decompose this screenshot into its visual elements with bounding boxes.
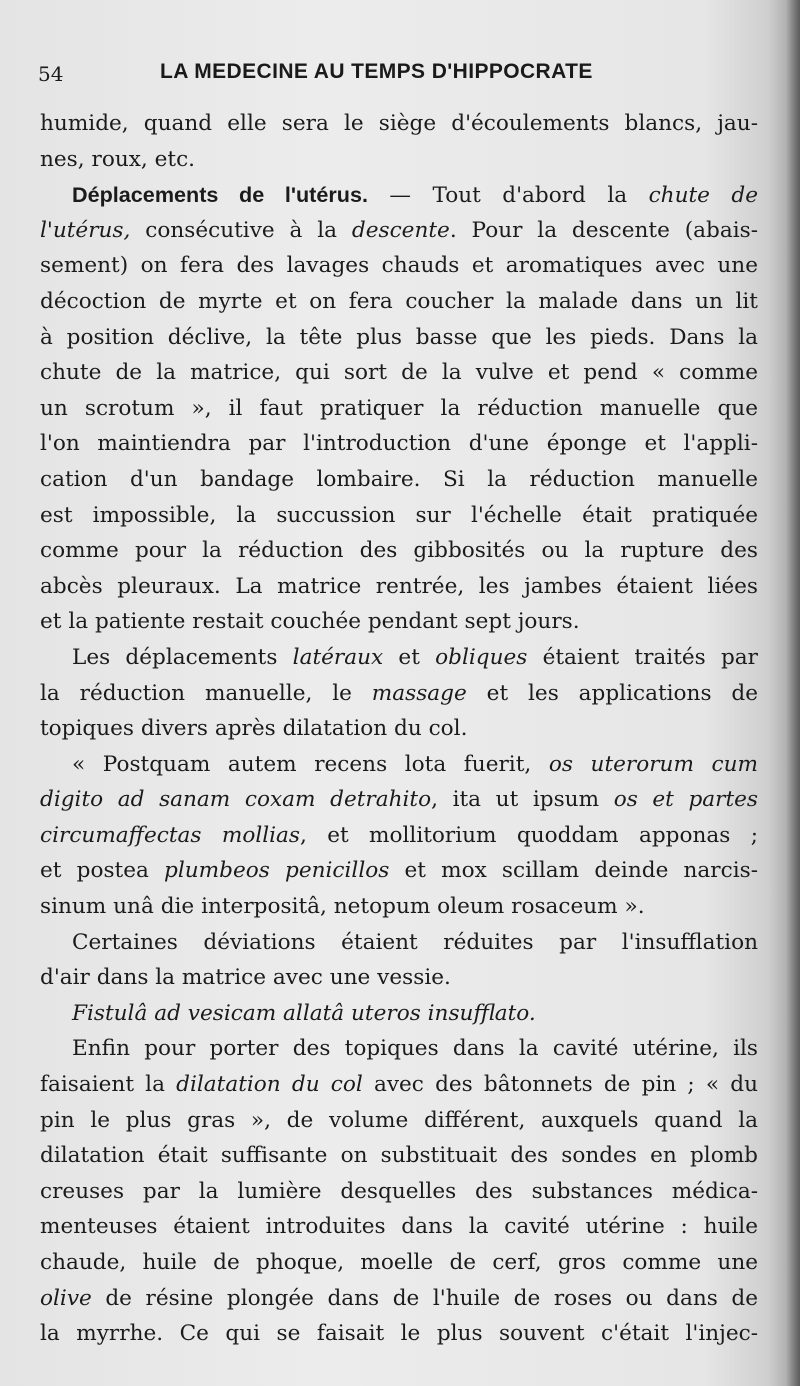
latin-quote-line: circumaffectas mollias, et mollitorium quoddam apponas ; (40, 822, 758, 848)
text-line: menteuses étaient introduites dans la cavité utérine : huile (40, 1214, 758, 1240)
text-line: l'utérus, consécutive à la descente. Pour la descente (abais- (40, 217, 758, 243)
text-line: sement) on fera des lavages chauds et aromatiques avec une (40, 253, 758, 279)
body-text (40, 106, 758, 1352)
text-line: creuses par la lumière desquelles des substances médica- (40, 1178, 758, 1204)
text-line: pin le plus gras », de volume différent, auxquels quand la (40, 1107, 758, 1133)
text-line: un scrotum », il faut pratiquer la réduction manuelle que (40, 395, 758, 421)
text-line: topiques divers après dilatation du col. (40, 716, 468, 742)
text-line: dilatation était suffisante on substituait des sondes en plomb (40, 1143, 758, 1169)
latin-quote-line: sinum unâ die interpositâ, netopum oleum rosaceum ». (40, 894, 645, 920)
latin-quote-line: « Postquam autem recens lota fuerit, os uterorum cum (72, 751, 758, 777)
text-line: décoction de myrte et on fera coucher la malade dans un lit (40, 288, 758, 314)
section-heading: Déplacements de l'utérus. (72, 182, 368, 208)
text-line: l'on maintiendra par l'introduction d'une éponge et l'appli- (40, 431, 758, 457)
text-line: chute de la matrice, qui sort de la vulve et pend « comme (40, 360, 758, 386)
text-line: d'air dans la matrice avec une vessie. (40, 965, 451, 991)
latin-quote-line: et postea plumbeos penicillos et mox scillam deinde narcis- (40, 858, 758, 884)
page-number: 54 (38, 62, 64, 86)
text-line: cation d'un bandage lombaire. Si la réduction manuelle (40, 466, 758, 492)
page-header (38, 60, 758, 90)
text-line: comme pour la réduction des gibbosités ou la rupture des (40, 538, 758, 564)
text-line: olive de résine plongée dans de l'huile de roses ou dans de (40, 1285, 758, 1311)
text-line: est impossible, la succussion sur l'échelle était pratiquée (40, 502, 758, 528)
text-line: Enfin pour porter des topiques dans la cavité utérine, ils (72, 1036, 758, 1062)
text-line: et la patiente restait couchée pendant sept jours. (40, 609, 580, 635)
running-title: LA MEDECINE AU TEMPS D'HIPPOCRATE (160, 60, 593, 83)
text-line: nes, roux, etc. (40, 146, 196, 172)
text-line: faisaient la dilatation du col avec des bâtonnets de pin ; « du (40, 1072, 758, 1098)
text-line: la réduction manuelle, le massage et les applications de (40, 680, 758, 706)
text-line: Certaines déviations étaient réduites par l'insufflation (72, 929, 758, 955)
section-heading-line: Déplacements de l'utérus. — Tout d'abord la chute de (72, 182, 758, 209)
text-line: abcès pleuraux. La matrice rentrée, les jambes étaient liées (40, 573, 758, 599)
latin-quote-line: digito ad sanam coxam detrahito, ita ut ipsum os et partes (40, 787, 759, 813)
text-line: la myrrhe. Ce qui se faisait le plus souvent c'était l'injec- (40, 1321, 758, 1347)
text-line: humide, quand elle sera le siège d'écoulements blancs, jau- (40, 111, 758, 136)
text-line: Les déplacements latéraux et obliques étaient traités par (72, 644, 758, 670)
text-line: à position déclive, la tête plus basse que les pieds. Dans la (40, 324, 758, 350)
latin-quote-line: Fistulâ ad vesicam allatâ uteros insufflato. (72, 1000, 536, 1026)
text-line: chaude, huile de phoque, moelle de cerf, gros comme une (40, 1250, 758, 1275)
